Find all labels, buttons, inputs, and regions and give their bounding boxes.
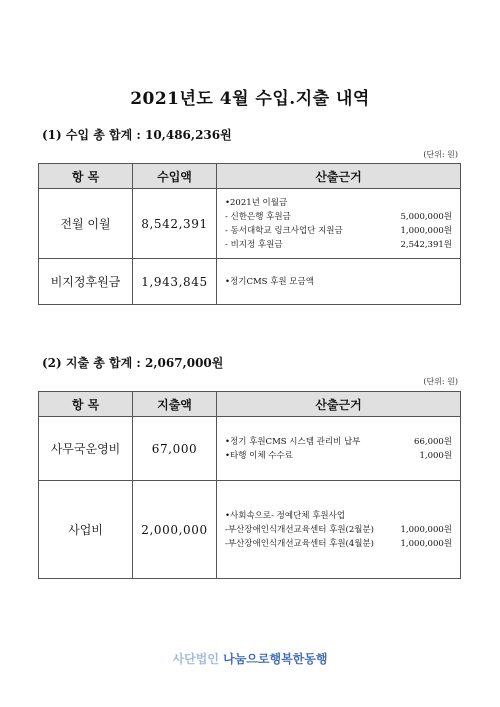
expense-header-item: 항 목 — [39, 392, 133, 417]
basis-line — [225, 523, 452, 537]
basis-amount: 1,000원 — [419, 450, 452, 461]
basis-label: • 정기 후원CMS 시스템 관리비 납부 — [225, 435, 360, 449]
basis-amount: 1,000,000원 — [400, 225, 452, 236]
organization-logo — [0, 650, 500, 667]
row-basis — [217, 189, 461, 259]
table-row — [39, 189, 461, 259]
basis-line — [225, 537, 452, 551]
row-amount: 67,000 — [133, 417, 217, 481]
expense-unit: (단위: 원) — [423, 377, 458, 386]
basis-line — [225, 238, 452, 252]
basis-title: • 2021년 이월금 — [225, 196, 452, 210]
row-item: 사무국운영비 — [39, 417, 133, 481]
row-item: 비지정후원금 — [39, 259, 133, 305]
basis-label: - 동서대학교 링크사업단 지원금 — [225, 225, 343, 236]
expense-heading: (2) 지출 총 합계 : 2,067,000원 — [42, 356, 224, 370]
page-title: 2021년도 4월 수입.지출 내역 — [130, 89, 370, 109]
basis-amount: 66,000원 — [414, 436, 452, 447]
basis-line — [225, 435, 452, 449]
expense-header-row — [39, 392, 461, 417]
row-amount: 2,000,000 — [133, 481, 217, 579]
expense-table — [38, 391, 461, 579]
basis-amount: 1,000,000원 — [400, 538, 452, 549]
income-unit: (단위: 원) — [423, 150, 458, 159]
basis-line — [225, 224, 452, 238]
table-row — [39, 417, 461, 481]
income-header-row — [39, 164, 461, 189]
basis-line — [225, 210, 452, 224]
basis-amount: 1,000,000원 — [400, 524, 452, 535]
basis-title: • 정기CMS 후원 모금액 — [225, 275, 452, 289]
expense-header-amount: 지출액 — [133, 392, 217, 417]
income-heading: (1) 수입 총 합계 : 10,486,236원 — [42, 128, 232, 142]
income-header-amount: 수입액 — [133, 164, 217, 189]
row-item: 전월 이월 — [39, 189, 133, 259]
basis-label: - 신한은행 후원금 — [225, 211, 291, 222]
table-row — [39, 259, 461, 305]
row-amount: 1,943,845 — [133, 259, 217, 305]
income-table — [38, 163, 461, 305]
basis-label: • 타행 이체 수수료 — [225, 449, 293, 463]
basis-label: - 비지정 후원금 — [225, 239, 283, 250]
row-basis — [217, 259, 461, 305]
row-item: 사업비 — [39, 481, 133, 579]
basis-amount: 2,542,391원 — [400, 239, 452, 250]
row-basis — [217, 481, 461, 579]
basis-amount: 5,000,000원 — [400, 211, 452, 222]
row-basis — [217, 417, 461, 481]
logo-part2: 나눔으로행복한동행 — [223, 652, 328, 666]
logo-part1: 사단법인 — [172, 652, 219, 666]
row-amount: 8,542,391 — [133, 189, 217, 259]
basis-line — [225, 449, 452, 463]
basis-label: -부산장애인식개선교육센터 후원(4월분) — [225, 538, 374, 549]
income-header-basis: 산출근거 — [217, 164, 461, 189]
table-row — [39, 481, 461, 579]
basis-label: -부산장애인식개선교육센터 후원(2월분) — [225, 524, 374, 535]
expense-header-basis: 산출근거 — [217, 392, 461, 417]
basis-title: • 사회속으로- 정예단체 후원사업 — [225, 509, 452, 523]
income-header-item: 항 목 — [39, 164, 133, 189]
